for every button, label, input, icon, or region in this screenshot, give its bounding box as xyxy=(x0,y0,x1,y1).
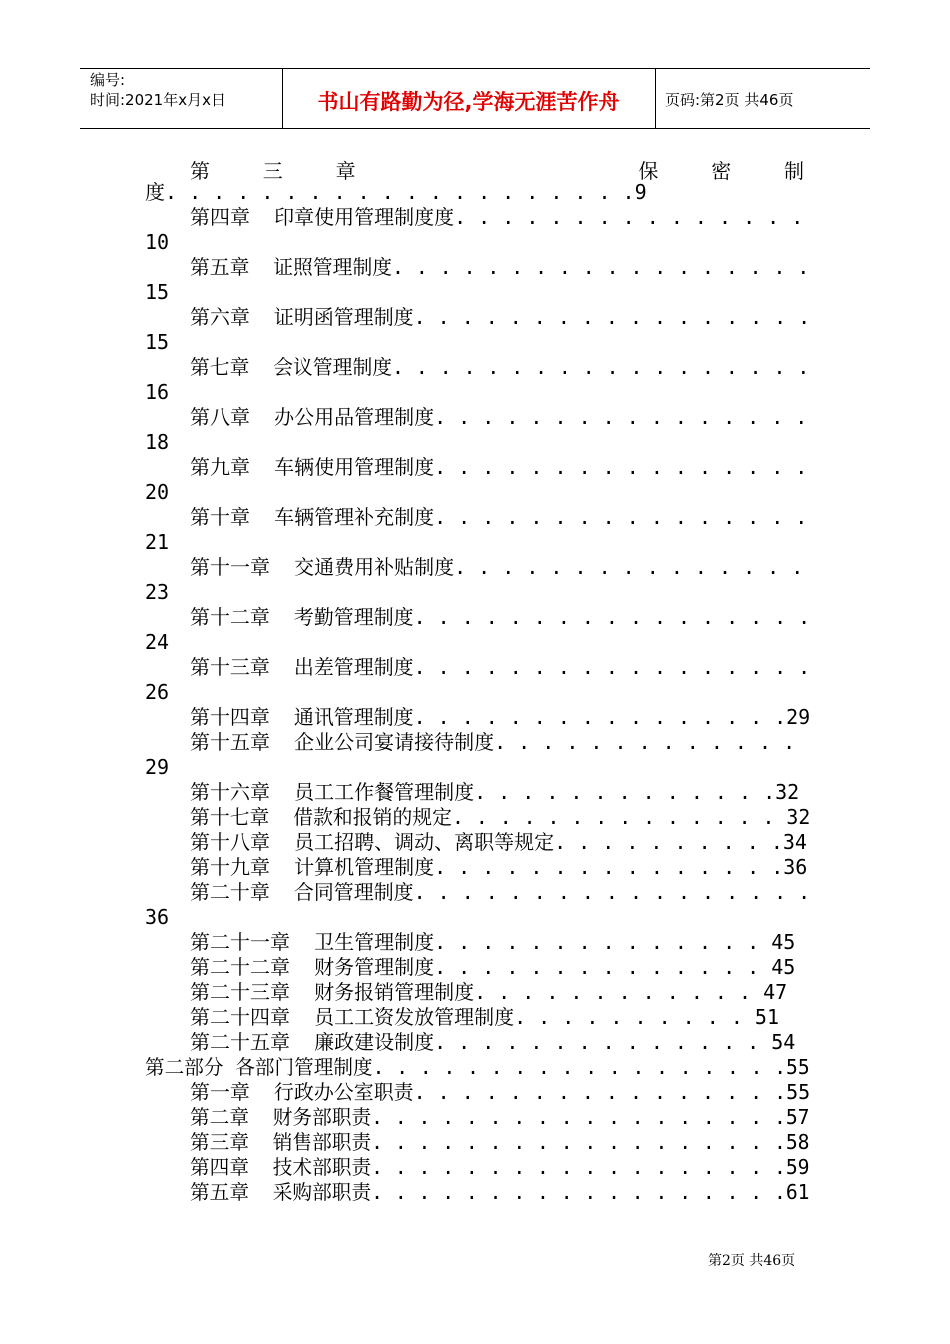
document-number-label: 编号: xyxy=(90,71,126,89)
toc-entry: 第十二章 考勤管理制度. . . . . . . . . . . . . . . . . xyxy=(190,605,811,629)
toc-entry: 第四章 技术部职责. . . . . . . . . . . . . . . . . .59 xyxy=(190,1155,810,1179)
toc-page-number: 29 xyxy=(145,755,170,779)
toc-entry: 第三章 销售部职责. . . . . . . . . . . . . . . . . .58 xyxy=(190,1130,810,1154)
toc-page-number: 21 xyxy=(145,530,170,554)
toc-page-number: 20 xyxy=(145,480,170,504)
footer-page-info: 第2页 共46页 xyxy=(708,1253,796,1269)
header-motto: 书山有路勤为径,学海无涯苦作舟 xyxy=(317,90,620,114)
toc-entry: 第十七章 借款和报销的规定. . . . . . . . . . . . . . 32 xyxy=(190,805,811,829)
header-divider-right xyxy=(655,68,656,128)
toc-entry: 第十六章 员工工作餐管理制度. . . . . . . . . . . . .32 xyxy=(190,780,800,804)
toc-entry: 第五章 采购部职责. . . . . . . . . . . . . . . . . .61 xyxy=(190,1180,810,1204)
toc-entry: 第十章 车辆管理补充制度. . . . . . . . . . . . . . . . xyxy=(190,505,808,529)
toc-spread-char: 保 xyxy=(638,159,659,183)
toc-entry: 第十九章 计算机管理制度. . . . . . . . . . . . . . .36 xyxy=(190,855,808,879)
header-bottom-rule xyxy=(80,128,870,129)
toc-page-number: 10 xyxy=(145,230,170,254)
toc-spread-char: 三 xyxy=(262,159,283,183)
toc-page-number: 18 xyxy=(145,430,170,454)
toc-entry: 第五章 证照管理制度. . . . . . . . . . . . . . . . . . xyxy=(190,255,810,279)
toc-page-number: 24 xyxy=(145,630,170,654)
toc-page-number: 36 xyxy=(145,905,170,929)
toc-spread-char: 章 xyxy=(335,159,356,183)
toc-entry: 第二十章 合同管理制度. . . . . . . . . . . . . . . . . xyxy=(190,880,811,904)
toc-entry: 第十八章 员工招聘、调动、离职等规定. . . . . . . . . .34 xyxy=(190,830,807,854)
toc-entry: 第十三章 出差管理制度. . . . . . . . . . . . . . . . . xyxy=(190,655,811,679)
toc-entry: 第十四章 通讯管理制度. . . . . . . . . . . . . . . .29 xyxy=(190,705,811,729)
toc-entry: 第二十二章 财务管理制度. . . . . . . . . . . . . . 45 xyxy=(190,955,796,979)
header-page-info: 页码:第2页 共46页 xyxy=(665,91,794,109)
toc-entry: 第九章 车辆使用管理制度. . . . . . . . . . . . . . . . xyxy=(190,455,808,479)
toc-spread-char: 制 xyxy=(783,159,804,183)
toc-entry: 第六章 证明函管理制度. . . . . . . . . . . . . . . . . xyxy=(190,305,811,329)
toc-entry: 第二十三章 财务报销管理制度. . . . . . . . . . . . 47 xyxy=(190,980,788,1004)
toc-spread-char: 第 xyxy=(190,159,210,183)
toc-page-number: 15 xyxy=(145,330,170,354)
header-meta xyxy=(90,70,226,110)
toc-entry: 第七章 会议管理制度. . . . . . . . . . . . . . . . . . xyxy=(190,355,810,379)
toc-entry: 第一章 行政办公室职责. . . . . . . . . . . . . . . .55 xyxy=(190,1080,811,1104)
toc-page-number: 15 xyxy=(145,280,170,304)
toc-entry: 第二十五章 廉政建设制度. . . . . . . . . . . . . . 54 xyxy=(190,1030,796,1054)
toc-page-number: 23 xyxy=(145,580,170,604)
toc-entry: 第四章 印章使用管理制度度. . . . . . . . . . . . . . . xyxy=(190,205,804,229)
toc-entry: 第二十一章 卫生管理制度. . . . . . . . . . . . . . 45 xyxy=(190,930,796,954)
toc-spread-char: 密 xyxy=(711,159,732,183)
toc-entry: 第二十四章 员工工资发放管理制度. . . . . . . . . . 51 xyxy=(190,1005,779,1029)
toc-page-number: 26 xyxy=(145,680,170,704)
toc-entry: 度. . . . . . . . . . . . . . . . . . . .9 xyxy=(145,180,647,204)
toc-part-entry: 第二部分 各部门管理制度. . . . . . . . . . . . . . . . . .55 xyxy=(145,1055,810,1079)
toc-entry: 第二章 财务部职责. . . . . . . . . . . . . . . . . .57 xyxy=(190,1105,810,1129)
toc-page-number: 16 xyxy=(145,380,170,404)
toc-entry: 第十五章 企业公司宴请接待制度. . . . . . . . . . . . . xyxy=(190,730,796,754)
toc-entry: 第八章 办公用品管理制度. . . . . . . . . . . . . . . . xyxy=(190,405,808,429)
header-top-rule xyxy=(80,68,870,69)
document-time-label: 时间:2021年x月x日 xyxy=(90,91,226,109)
toc-entry: 第十一章 交通费用补贴制度. . . . . . . . . . . . . . . xyxy=(190,555,804,579)
